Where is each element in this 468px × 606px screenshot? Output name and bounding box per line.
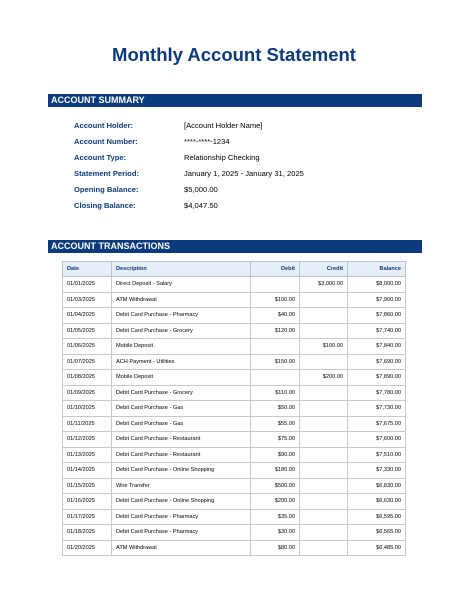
cell-balance: $7,675.00 <box>348 416 406 432</box>
cell-balance: $8,000.00 <box>348 277 406 293</box>
cell-debit: $120.00 <box>251 323 300 339</box>
cell-debit: $90.00 <box>251 447 300 463</box>
cell-balance: $7,840.00 <box>348 339 406 355</box>
table-row <box>63 292 406 308</box>
summary-label: Account Type: <box>74 152 127 162</box>
column-header-description: Description <box>112 262 251 277</box>
table-header-row <box>63 262 406 277</box>
cell-credit <box>300 385 348 401</box>
cell-credit <box>300 525 348 541</box>
cell-credit <box>300 540 348 556</box>
cell-balance: $6,630.00 <box>348 494 406 510</box>
account-summary <box>74 117 404 213</box>
cell-date: 01/07/2025 <box>63 354 112 370</box>
cell-description: Mobile Deposit <box>112 339 251 355</box>
cell-description: Mobile Deposit <box>112 370 251 386</box>
cell-credit <box>300 292 348 308</box>
cell-date: 01/08/2025 <box>63 370 112 386</box>
cell-description: ATM Withdrawal <box>112 292 251 308</box>
cell-date: 01/09/2025 <box>63 385 112 401</box>
cell-balance: $7,780.00 <box>348 385 406 401</box>
column-header-date: Date <box>63 262 112 277</box>
cell-date: 01/12/2025 <box>63 432 112 448</box>
summary-label: Account Number: <box>74 136 138 146</box>
table-row <box>63 370 406 386</box>
page-title: Monthly Account Statement <box>112 44 356 65</box>
cell-description: Debit Card Purchase - Online Shopping <box>112 494 251 510</box>
cell-balance: $7,690.00 <box>348 354 406 370</box>
cell-date: 01/11/2025 <box>63 416 112 432</box>
table-row <box>63 509 406 525</box>
cell-debit: $55.00 <box>251 416 300 432</box>
cell-date: 01/03/2025 <box>63 292 112 308</box>
summary-label: Account Holder: <box>74 120 134 130</box>
cell-debit <box>251 339 300 355</box>
table-row <box>63 432 406 448</box>
cell-date: 01/18/2025 <box>63 525 112 541</box>
summary-label: Statement Period: <box>74 168 139 178</box>
cell-description: Debit Card Purchase - Gas <box>112 401 251 417</box>
cell-description: Debit Card Purchase - Restaurant <box>112 447 251 463</box>
cell-date: 01/16/2025 <box>63 494 112 510</box>
cell-description: Debit Card Purchase - Pharmacy <box>112 509 251 525</box>
cell-balance: $7,510.00 <box>348 447 406 463</box>
summary-row-opening-balance <box>74 181 404 197</box>
summary-row-account-type <box>74 149 404 165</box>
cell-credit: $200.00 <box>300 370 348 386</box>
cell-credit <box>300 416 348 432</box>
table-row <box>63 525 406 541</box>
cell-date: 01/04/2025 <box>63 308 112 324</box>
cell-balance: $6,595.00 <box>348 509 406 525</box>
cell-date: 01/13/2025 <box>63 447 112 463</box>
column-header-balance: Balance <box>348 262 406 277</box>
cell-description: Wire Transfer <box>112 478 251 494</box>
cell-credit <box>300 401 348 417</box>
cell-balance: $7,740.00 <box>348 323 406 339</box>
table-row <box>63 463 406 479</box>
cell-balance: $7,860.00 <box>348 308 406 324</box>
table-row <box>63 401 406 417</box>
summary-value: $5,000.00 <box>184 184 218 194</box>
cell-credit <box>300 494 348 510</box>
table-row <box>63 447 406 463</box>
cell-description: Debit Card Purchase - Pharmacy <box>112 525 251 541</box>
cell-credit <box>300 447 348 463</box>
cell-balance: $6,565.00 <box>348 525 406 541</box>
cell-balance: $7,890.00 <box>348 370 406 386</box>
cell-balance: $7,330.00 <box>348 463 406 479</box>
cell-debit: $75.00 <box>251 432 300 448</box>
cell-debit <box>251 277 300 293</box>
table-row <box>63 277 406 293</box>
transactions-table <box>62 261 406 556</box>
cell-debit: $500.00 <box>251 478 300 494</box>
cell-debit <box>251 370 300 386</box>
cell-debit: $30.00 <box>251 525 300 541</box>
cell-description: ACH Payment - Utilities <box>112 354 251 370</box>
cell-credit <box>300 463 348 479</box>
summary-label: Opening Balance: <box>74 184 139 194</box>
summary-value: ****-****-1234 <box>184 136 230 146</box>
cell-credit <box>300 308 348 324</box>
cell-credit <box>300 354 348 370</box>
cell-debit: $100.00 <box>251 292 300 308</box>
cell-debit: $80.00 <box>251 540 300 556</box>
cell-description: Direct Deposit - Salary <box>112 277 251 293</box>
summary-value: [Account Holder Name] <box>184 120 263 130</box>
cell-description: Debit Card Purchase - Gas <box>112 416 251 432</box>
cell-debit: $200.00 <box>251 494 300 510</box>
table-row <box>63 308 406 324</box>
cell-date: 01/06/2025 <box>63 339 112 355</box>
cell-date: 01/17/2025 <box>63 509 112 525</box>
summary-row-closing-balance <box>74 197 404 213</box>
cell-credit: $100.00 <box>300 339 348 355</box>
cell-description: Debit Card Purchase - Online Shopping <box>112 463 251 479</box>
table-row <box>63 540 406 556</box>
cell-date: 01/10/2025 <box>63 401 112 417</box>
table-row <box>63 494 406 510</box>
cell-description: Debit Card Purchase - Grocery <box>112 385 251 401</box>
cell-date: 01/20/2025 <box>63 540 112 556</box>
cell-balance: $7,600.00 <box>348 432 406 448</box>
table-row <box>63 416 406 432</box>
account-transactions-heading: ACCOUNT TRANSACTIONS <box>48 240 422 253</box>
cell-debit: $150.00 <box>251 354 300 370</box>
table-row <box>63 339 406 355</box>
cell-balance: $7,730.00 <box>348 401 406 417</box>
table-row <box>63 323 406 339</box>
table-row <box>63 354 406 370</box>
cell-balance: $6,830.00 <box>348 478 406 494</box>
cell-credit <box>300 478 348 494</box>
cell-balance: $6,485.00 <box>348 540 406 556</box>
cell-date: 01/15/2025 <box>63 478 112 494</box>
cell-credit <box>300 323 348 339</box>
summary-value: Relationship Checking <box>184 152 260 162</box>
cell-balance: $7,900.00 <box>348 292 406 308</box>
cell-debit: $40.00 <box>251 308 300 324</box>
summary-row-account-holder <box>74 117 404 133</box>
summary-row-account-number <box>74 133 404 149</box>
summary-row-statement-period <box>74 165 404 181</box>
cell-debit: $110.00 <box>251 385 300 401</box>
summary-value: January 1, 2025 - January 31, 2025 <box>184 168 304 178</box>
cell-date: 01/01/2025 <box>63 277 112 293</box>
table-row <box>63 478 406 494</box>
cell-credit <box>300 432 348 448</box>
cell-debit: $35.00 <box>251 509 300 525</box>
table-row <box>63 385 406 401</box>
cell-description: ATM Withdrawal <box>112 540 251 556</box>
cell-description: Debit Card Purchase - Pharmacy <box>112 308 251 324</box>
cell-debit: $180.00 <box>251 463 300 479</box>
cell-credit <box>300 509 348 525</box>
cell-description: Debit Card Purchase - Restaurant <box>112 432 251 448</box>
column-header-debit: Debit <box>251 262 300 277</box>
column-header-credit: Credit <box>300 262 348 277</box>
transactions-body <box>63 277 406 556</box>
cell-debit: $50.00 <box>251 401 300 417</box>
account-summary-heading: ACCOUNT SUMMARY <box>48 94 422 107</box>
cell-date: 01/05/2025 <box>63 323 112 339</box>
summary-label: Closing Balance: <box>74 200 136 210</box>
summary-value: $4,047.50 <box>184 200 218 210</box>
cell-description: Debit Card Purchase - Grocery <box>112 323 251 339</box>
cell-credit: $3,000.00 <box>300 277 348 293</box>
cell-date: 01/14/2025 <box>63 463 112 479</box>
